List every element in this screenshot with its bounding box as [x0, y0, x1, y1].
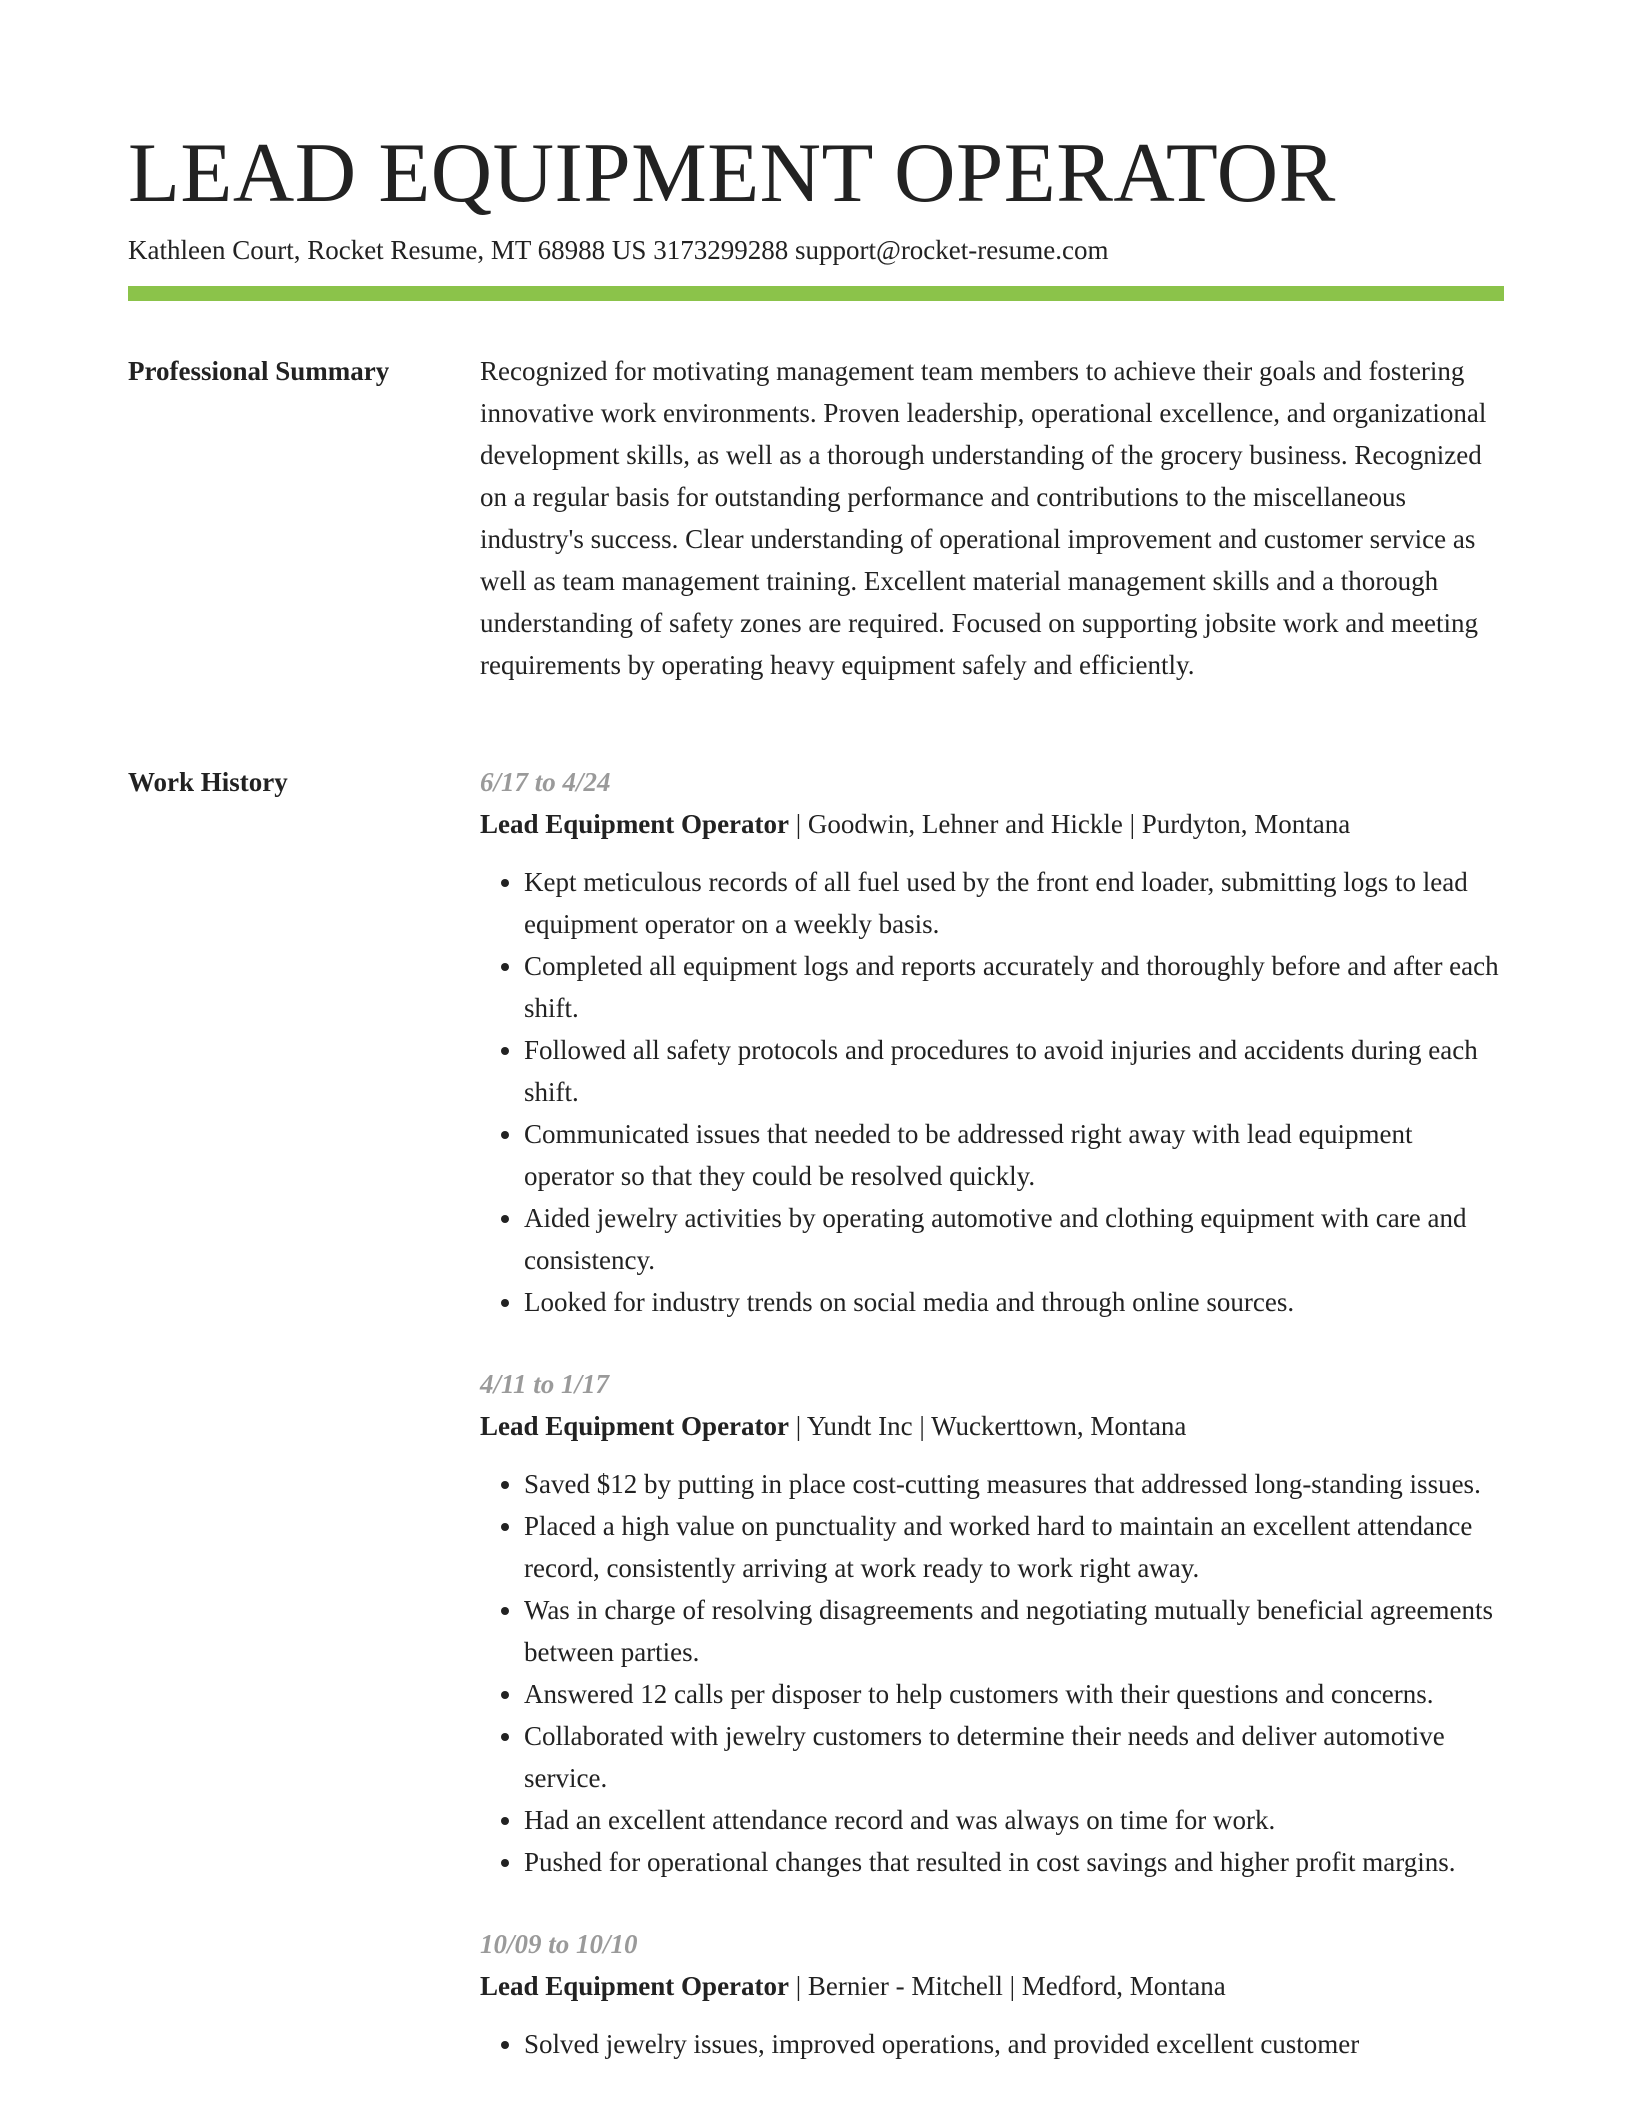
job-bullet: • Communicated issues that needed to be addressed right away with lead equipment operator so that they could be resolved quickly. — [524, 1113, 1504, 1197]
summary-body — [480, 350, 1504, 686]
job-role: Lead Equipment Operator — [480, 1411, 790, 1441]
job-details: | Yundt Inc | Wuckerttown, Montana — [789, 1411, 1187, 1441]
job-bullet-list — [480, 2023, 1504, 2065]
job-bullet: • Aided jewelry activities by operating automotive and clothing equipment with care and consistency. — [524, 1197, 1504, 1281]
job-bullet: • Answered 12 calls per disposer to help customers with their questions and concerns. — [524, 1673, 1504, 1715]
job-entry — [480, 1923, 1504, 2065]
job-title-line — [480, 803, 1504, 845]
contact-address: Kathleen Court, Rocket Resume, MT 68988 US — [128, 235, 647, 265]
job-bullet: • Looked for industry trends on social media and through online sources. — [524, 1281, 1504, 1323]
summary-text: Recognized for motivating management team members to achieve their goals and fostering innovative work environments. Proven leadership, operational excellence, and organizational development skills, as well as a thorough understanding of the grocery business. Recognized on a regular basis for outstanding performance and contributions to the miscellaneous industry's success. Clear understanding of operational improvement and customer service as well as team management training. Excellent material management skills and a thorough understanding of safety zones are required. Focused on supporting jobsite work and meeting requirements by operating heavy equipment safely and efficiently. — [480, 356, 1487, 680]
resume-title: LEAD EQUIPMENT OPERATOR — [128, 126, 1336, 220]
job-title-line — [480, 1405, 1504, 1447]
job-bullet: • Was in charge of resolving disagreements and negotiating mutually beneficial agreements between parties. — [524, 1589, 1504, 1673]
contact-phone: 3173299288 — [653, 235, 789, 265]
job-entry — [480, 1363, 1504, 1883]
job-bullet: • Solved jewelry issues, improved operations, and provided excellent customer — [524, 2023, 1504, 2065]
job-bullet-list — [480, 861, 1504, 1323]
work-history-body — [480, 761, 1504, 2105]
job-details: | Bernier - Mitchell | Medford, Montana — [789, 1971, 1226, 2001]
job-bullet: • Kept meticulous records of all fuel used by the front end loader, submitting logs to lead equipment operator on a weekly basis. — [524, 861, 1504, 945]
job-bullet-list — [480, 1463, 1504, 1883]
job-bullet: • Collaborated with jewelry customers to determine their needs and deliver automotive service. — [524, 1715, 1504, 1799]
job-bullet: • Completed all equipment logs and reports accurately and thoroughly before and after each shift. — [524, 945, 1504, 1029]
job-bullet: • Saved $12 by putting in place cost-cutting measures that addressed long-standing issues. — [524, 1463, 1504, 1505]
job-details: | Goodwin, Lehner and Hickle | Purdyton, Montana — [789, 809, 1351, 839]
job-bullet: • Followed all safety protocols and procedures to avoid injuries and accidents during each shift. — [524, 1029, 1504, 1113]
job-bullet: • Pushed for operational changes that resulted in cost savings and higher profit margins. — [524, 1841, 1504, 1883]
job-bullet: • Placed a high value on punctuality and worked hard to maintain an excellent attendance record, consistently arriving at work ready to work right away. — [524, 1505, 1504, 1589]
contact-email[interactable]: support@rocket-resume.com — [794, 235, 1109, 265]
job-title-line — [480, 1965, 1504, 2007]
job-dates: 6/17 to 4/24 — [480, 767, 611, 797]
job-role: Lead Equipment Operator — [480, 809, 790, 839]
job-entry — [480, 761, 1504, 1323]
job-dates: 10/09 to 10/10 — [480, 1929, 638, 1959]
work-history-heading: Work History — [128, 767, 288, 797]
job-bullet: • Had an excellent attendance record and was always on time for work. — [524, 1799, 1504, 1841]
contact-line — [128, 232, 1108, 268]
job-role: Lead Equipment Operator — [480, 1971, 790, 2001]
header-divider — [128, 286, 1504, 301]
summary-heading: Professional Summary — [128, 356, 390, 386]
job-dates: 4/11 to 1/17 — [480, 1369, 610, 1399]
